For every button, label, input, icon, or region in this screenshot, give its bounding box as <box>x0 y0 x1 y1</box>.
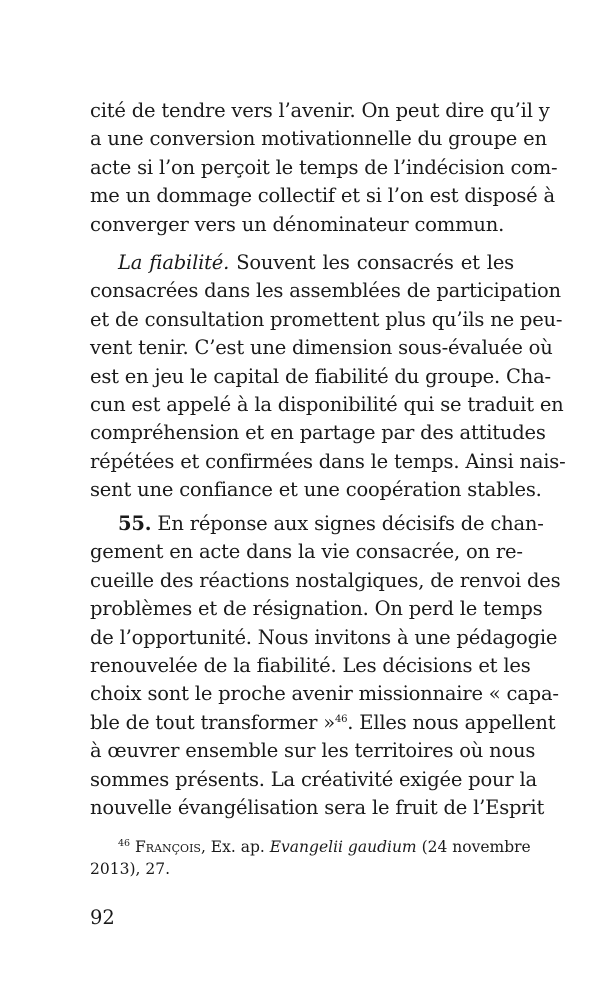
text-line: me un dommage collectif et si l’on est disposé à <box>90 184 555 208</box>
footnote <box>90 836 531 880</box>
text-line: de l’opportunité. Nous invitons à une pédagogie <box>90 625 558 649</box>
text-line: cueille des réactions nostalgiques, de renvoi des <box>90 568 561 592</box>
text-line: à œuvrer ensemble sur les territoires où nous <box>90 739 536 763</box>
text-line: converger vers un dénominateur commun. <box>90 212 505 236</box>
page-number: 92 <box>90 906 115 929</box>
text-line: renouvelée de la fiabilité. Les décisions et les <box>90 653 531 677</box>
footnote-mark: 46 <box>118 838 131 849</box>
footnote-title: Evangelii gaudium <box>269 838 417 856</box>
text-line: cité de tendre vers l’avenir. On peut dire qu’il y <box>90 99 550 122</box>
paragraph-heading: La fiabilité. <box>118 251 230 274</box>
paragraph-55 <box>90 510 561 822</box>
footnote-line <box>90 836 531 858</box>
footnote-reference[interactable]: 46 <box>334 713 348 725</box>
footnote-line: 2013), 27. <box>90 860 170 878</box>
text-line: a une conversion motivationnelle du groupe en <box>90 127 547 151</box>
text-fragment: En réponse aux signes décisifs de chan- <box>151 512 544 535</box>
paragraph-fiabilite <box>90 249 566 505</box>
text-line: choix sont le proche avenir missionnaire « capa- <box>90 682 559 706</box>
footnote-author: François <box>135 838 201 856</box>
text-line: cun est appelé à la disponibilité qui se traduit en <box>90 392 564 416</box>
text-line: problèmes et de résignation. On perd le temps <box>90 597 543 621</box>
text-line: compréhension et en partage par des attitudes <box>90 421 546 445</box>
text-line: et de consultation promettent plus qu’ils ne peu- <box>90 307 563 331</box>
text-line: sent une confiance et une coopération stables. <box>90 478 542 502</box>
text-line: consacrées dans les assemblées de participation <box>90 279 561 303</box>
text-fragment: Souvent les consacrés et les <box>229 251 514 274</box>
text-fragment: . Elles nous appellent <box>347 710 556 734</box>
text-line: répétées et confirmées dans le temps. Ainsi nais- <box>90 449 566 473</box>
text-line: est en jeu le capital de fiabilité du groupe. Cha- <box>90 364 551 388</box>
text-line <box>90 249 514 277</box>
text-line: acte si l’on perçoit le temps de l’indécision com- <box>90 155 558 179</box>
text-line: sommes présents. La créativité exigée pour la <box>90 767 537 791</box>
text-line <box>90 709 556 737</box>
text-line: nouvelle évangélisation sera le fruit de l’Esprit <box>90 795 545 819</box>
text-line: gement en acte dans la vie consacrée, on re- <box>90 540 523 564</box>
text-fragment: , Ex. ap. <box>200 838 270 856</box>
text-line: vent tenir. C’est une dimension sous-évaluée où <box>90 336 553 360</box>
text-fragment: (24 novembre <box>416 838 531 856</box>
text-line <box>90 510 544 538</box>
paragraph-number: 55. <box>118 512 152 535</box>
paragraph-continuation <box>90 97 558 239</box>
text-fragment: ble de tout transformer » <box>90 710 335 734</box>
